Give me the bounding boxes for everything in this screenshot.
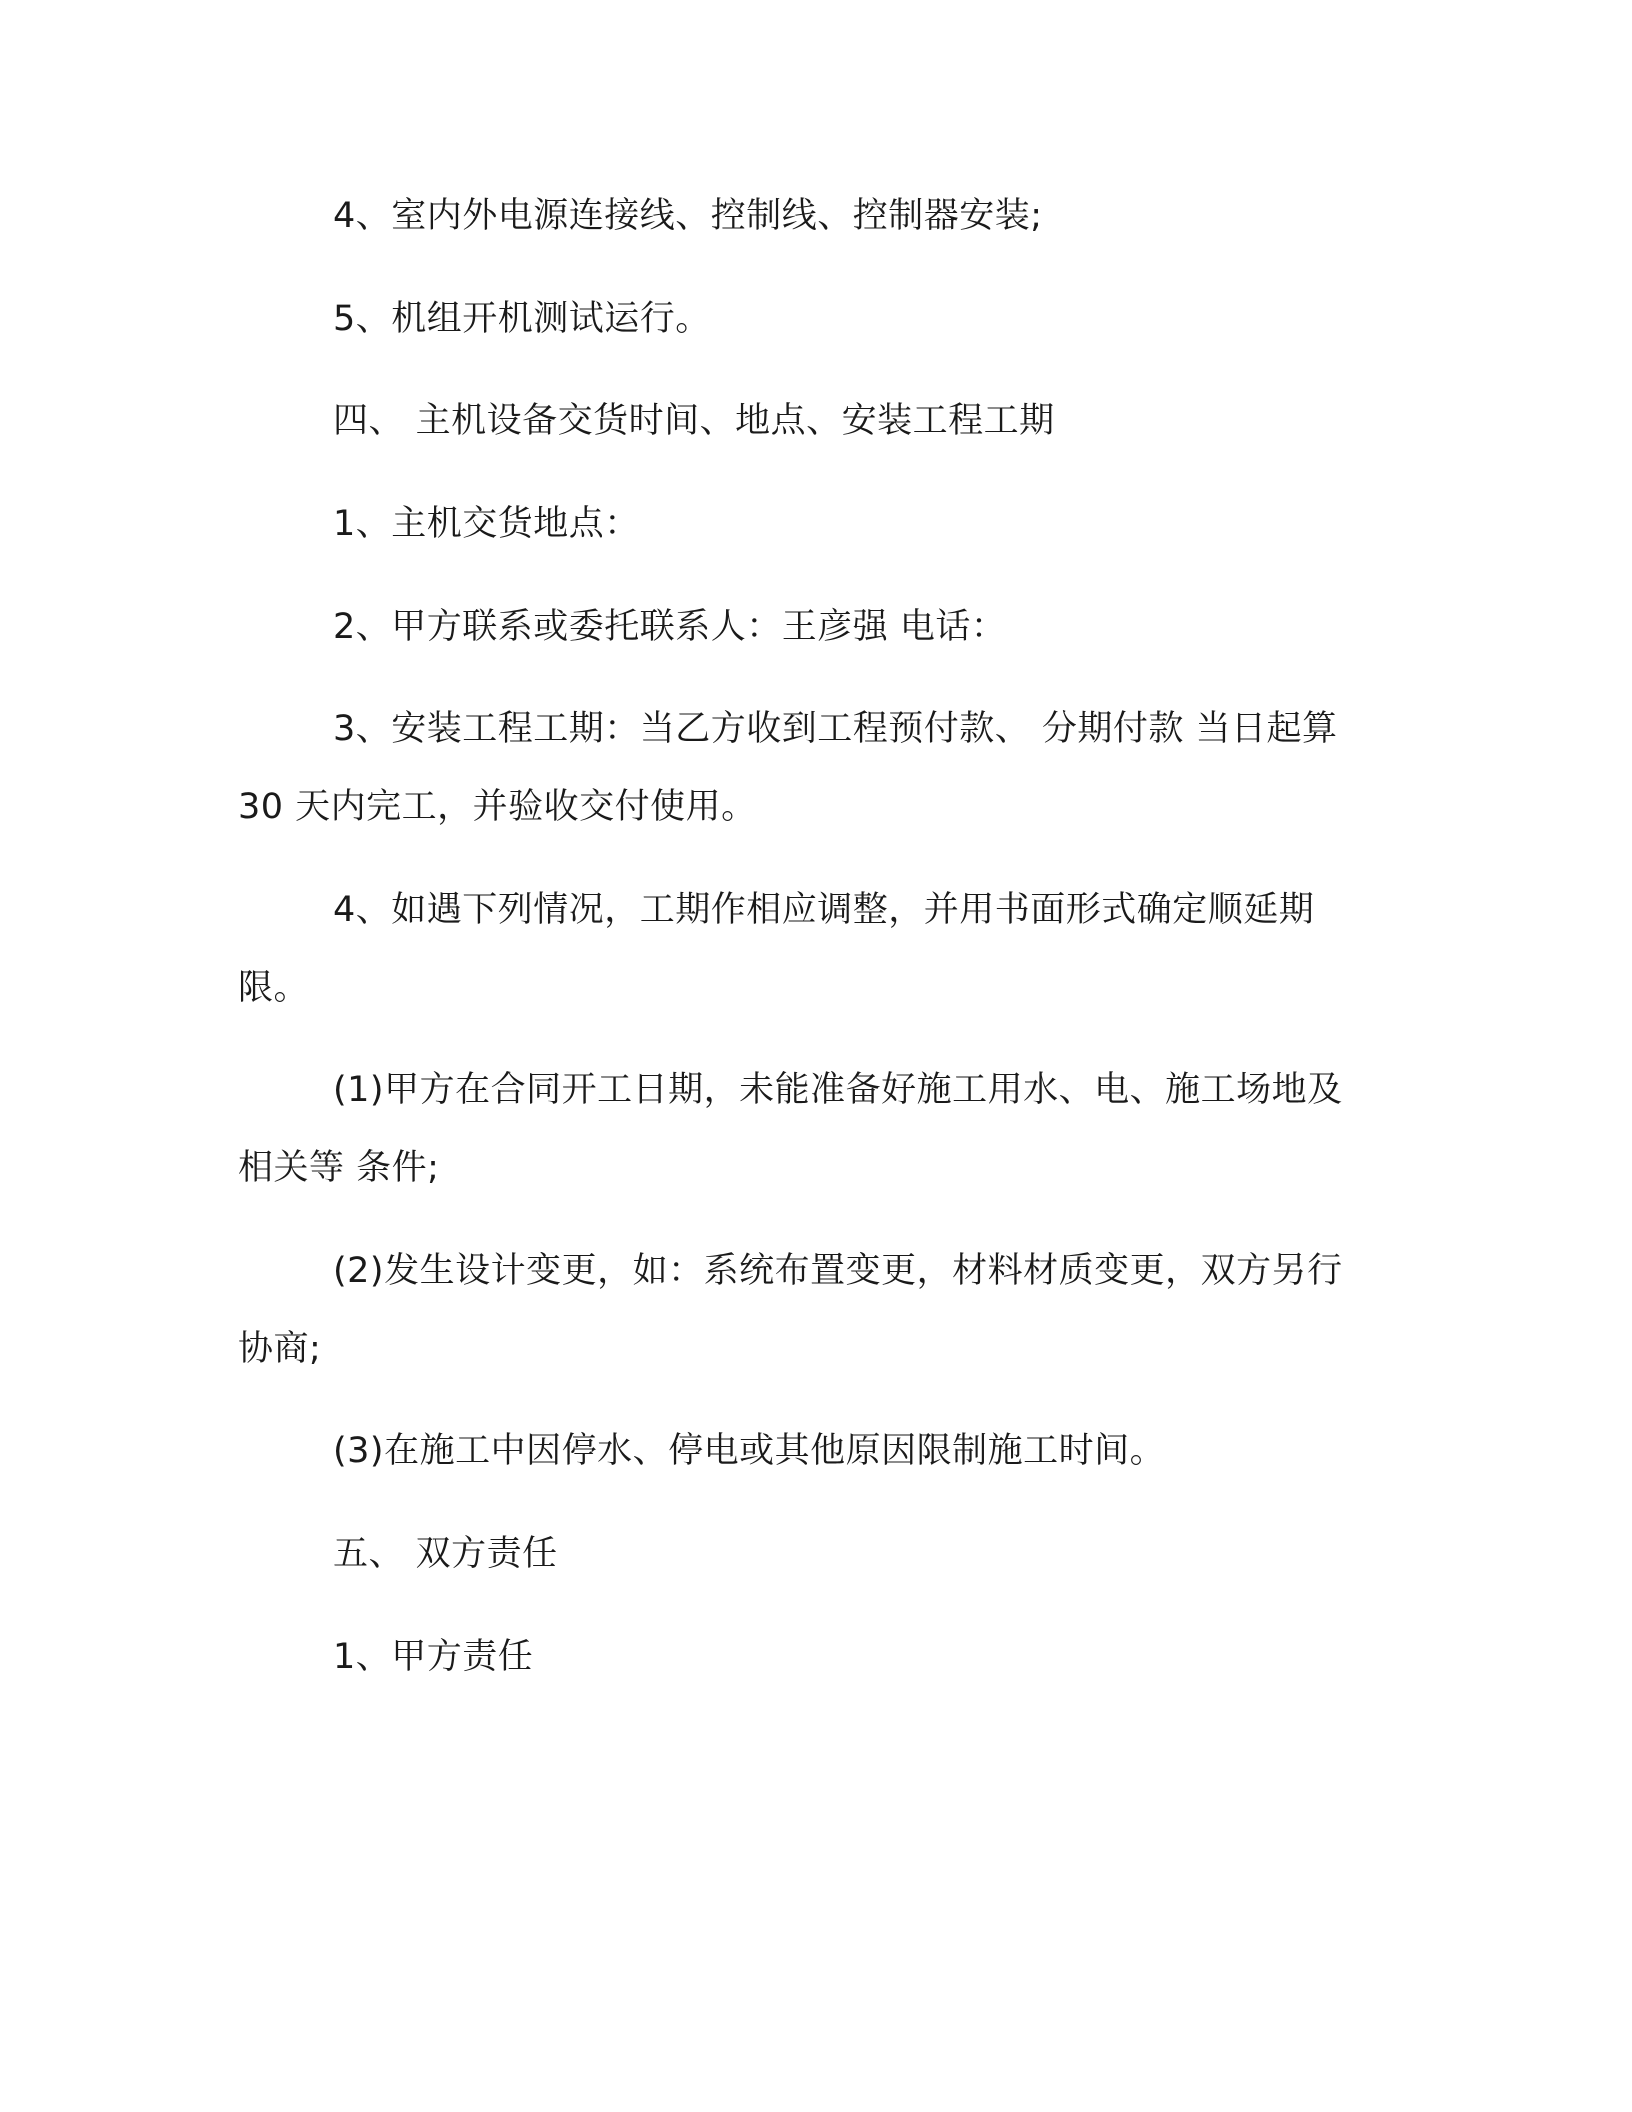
paragraph-condition-1-line-2: 相关等 条件;	[238, 1148, 440, 1188]
paragraph-adjustment-line-2: 限。	[238, 968, 310, 1008]
paragraph-condition-2-line-1: (2)发生设计变更，如：系统布置变更，材料材质变更，双方另行	[333, 1251, 1343, 1291]
section-heading-5: 五、 双方责任	[333, 1534, 558, 1574]
paragraph-construction-period-line-2: 30 天内完工，并验收交付使用。	[238, 787, 757, 827]
paragraph-item-4-install: 4、室内外电源连接线、控制线、控制器安装;	[333, 196, 1043, 236]
section-heading-4: 四、 主机设备交货时间、地点、安装工程工期	[333, 401, 1055, 441]
paragraph-construction-period-line-1: 3、安装工程工期：当乙方收到工程预付款、 分期付款 当日起算	[333, 709, 1338, 749]
paragraph-condition-1-line-1: (1)甲方在合同开工日期，未能准备好施工用水、电、施工场地及	[333, 1070, 1343, 1110]
paragraph-adjustment-line-1: 4、如遇下列情况，工期作相应调整，并用书面形式确定顺延期	[333, 890, 1315, 930]
paragraph-party-a-responsibility: 1、甲方责任	[333, 1637, 534, 1677]
paragraph-delivery-location: 1、主机交货地点：	[333, 504, 640, 544]
paragraph-condition-3: (3)在施工中因停水、停电或其他原因限制施工时间。	[333, 1431, 1166, 1471]
paragraph-contact-person: 2、甲方联系或委托联系人：王彦强 电话：	[333, 607, 1007, 647]
paragraph-item-5-test-run: 5、机组开机测试运行。	[333, 299, 711, 339]
paragraph-condition-2-line-2: 协商;	[238, 1329, 322, 1369]
